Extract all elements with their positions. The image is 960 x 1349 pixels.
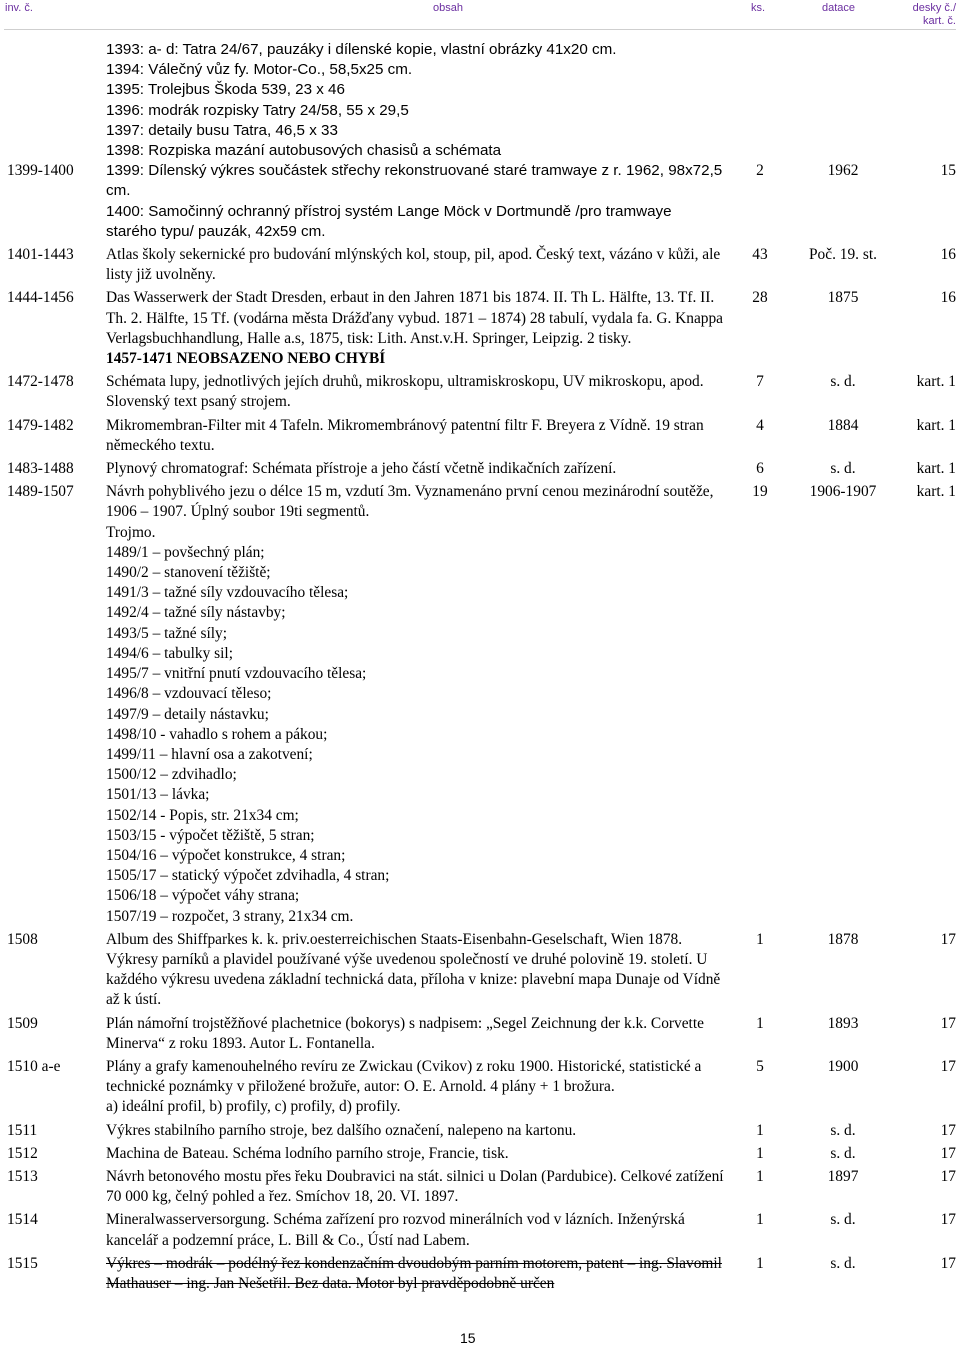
entry-line: 1397: detaily busu Tatra, 46,5 x 33 [106,121,338,139]
entry-line: 1500/12 – zdvihadlo; [106,766,237,784]
entry-ks: 7 [756,373,764,391]
header-divider [4,29,956,30]
entry-desky: kart. 1 [916,416,956,434]
entry-line: 1495/7 – vnitřní pnutí vzdouvacího tělesa; [106,665,367,683]
entry-line: Návrh pohyblivého jezu o délce 15 m, vzdutí 3m. Vyznamenáno první cenou mezinárodní soutěže, 1906 – 1907. Úplný soubor 19ti segmentů. [106,483,714,521]
table-row [0,930,960,1011]
entry-desky: kart. 1 [916,483,956,501]
entry-ks: 43 [752,246,768,264]
page-number: 15 [460,1330,476,1346]
table-row [0,161,960,242]
entry-line: Trojmo. [106,523,156,541]
table-row [0,1057,960,1118]
entry-ks: 6 [756,460,764,478]
entry-line: 1499/11 – hlavní osa a zakotvení; [106,745,313,763]
entry-line: Schémata lupy, jednotlivých jejích druhů, mikroskopu, ultramiskroskopu, UV mikroskopu, apod. Slovenský text psaný strojem. [106,373,704,411]
entry-desky: 17 [940,1057,956,1075]
entry-line: 1503/15 - výpočet těžiště, 5 stran; [106,826,315,844]
entry-datace: 1906-1907 [809,483,877,501]
entry-line: 1504/16 – výpočet konstrukce, 4 stran; [106,846,346,864]
entry-desky: kart. 1 [916,460,956,478]
entry-line: 1490/2 – stanovení těžiště; [106,564,271,582]
entry-inv: 1399-1400 [7,162,74,180]
entry-line: 1398: Rozpiska mazání autobusových chasisů a schémata [106,142,502,160]
entry-line: 1497/9 – detaily nástavku; [106,705,269,723]
entry-datace: s. d. [830,1211,856,1229]
entry-inv: 1508 [7,930,38,948]
entry-inv: 1513 [7,1167,38,1185]
entry-datace: s. d. [830,1144,856,1162]
entry-ks: 4 [756,416,764,434]
entry-datace: 1893 [827,1014,859,1032]
entry-desky: 16 [940,246,956,264]
entry-line: Plynový chromatograf: Schémata přístroje a jeho částí včetně indikačních zařízení. [106,460,617,478]
header-obsah: obsah [433,2,463,14]
column-header [0,0,960,28]
entry-datace: s. d. [830,373,856,391]
entry-desky: 16 [940,289,956,307]
table-row [0,1014,960,1054]
entry-line: 1399: Dílenský výkres součástek střechy rekonstruované staré tramwaye z r. 1962, 98x72,5 cm. [106,162,723,200]
entry-line: Das Wasserwerk der Stadt Dresden, erbaut in den Jahren 1871 bis 1874. II. Th L. Hälfte, 13. Tf. II. Th. 2. Hälfte, 15 Tf. (vodárna města Drážďany vybud. 1871 – 1874) 28 tabulí, vydala fa. G. Knappa Verlagsbuchhandlung, Halle a.s, 1875, tisk: Lith. Anst.v.H. Springer, Leipzig. 2 tisky. [106,289,724,347]
entry-datace: s. d. [830,1121,856,1139]
entry-datace: 1897 [827,1167,859,1185]
entry-line: 1400: Samočinný ochranný přístroj systém Lange Möck v Dortmundě /pro tramwaye starého typu/ pauzák, 42x59 cm. [106,202,672,240]
table-row [0,349,960,369]
catalog-entries [0,40,960,1294]
entry-inv: 1512 [7,1144,38,1162]
missing-range-note: 1457-1471 NEOBSAZENO NEBO CHYBÍ [106,350,386,368]
table-row [0,1210,960,1250]
entry-ks: 19 [752,483,768,501]
entry-line: Plán námořní trojstěžňové plachetnice (bokorys) s nadpisem: „Segel Zeichnung der k.k. Corvette Minerva“ z roku 1893. Autor L. Fontanella. [106,1014,704,1052]
entry-inv: 1515 [7,1254,38,1272]
entry-datace: 1962 [827,162,859,180]
table-row [0,245,960,285]
entry-inv: 1444-1456 [7,289,74,307]
header-desky: desky č./ kart. č. [912,2,956,27]
entry-line: a) ideální profil, b) profily, c) profily, d) profily. [106,1098,401,1116]
entry-line: 1496/8 – vzdouvací těleso; [106,685,272,703]
entry-inv: 1483-1488 [7,460,74,478]
header-ks: ks. [751,2,766,14]
table-row [0,372,960,412]
entry-line: 1498/10 - vahadlo s rohem a pákou; [106,725,328,743]
table-row-struck [0,1254,960,1294]
entry-datace: s. d. [830,460,856,478]
entry-inv: 1511 [7,1121,38,1139]
entry-line: Mikromembran-Filter mit 4 Tafeln. Mikromembránový patentní filtr F. Breyera z Vídně. 19 stran německého textu. [106,416,704,454]
table-row [0,1167,960,1207]
entry-line: Atlas školy sekernické pro budování mlýnských kol, stoup, pil, apod. Český text, vázáno v kůži, ale listy již uvolněny. [106,246,721,284]
header-datace: datace [822,2,856,14]
entry-inv: 1509 [7,1014,38,1032]
entry-line: 1489/1 – povšechný plán; [106,543,265,561]
entry-line: Návrh betonového mostu přes řeku Doubravici na stát. silnici u Dolan (Pardubice). Celkové zatížení 70 000 kg, čelný pohled a řez. Smíchov 18, 20. VI. 1897. [106,1167,724,1206]
entry-line: 1507/19 – rozpočet, 3 strany, 21x34 cm. [106,907,354,925]
entry-datace: 1900 [827,1057,859,1075]
entry-line: 1501/13 – lávka; [106,786,210,804]
entry-ks: 1 [756,1014,764,1032]
table-row [0,1144,960,1164]
table-row [0,1121,960,1141]
entry-datace: s. d. [830,1254,856,1272]
entry-line: 1494/6 – tabulky sil; [106,644,233,662]
entry-line: 1492/4 – tažné síly nástavby; [106,604,286,622]
table-row [0,416,960,456]
table-row [0,288,960,349]
entry-inv: 1510 a-e [7,1057,61,1075]
entry-line: 1506/18 – výpočet váhy strana; [106,887,300,905]
entry-desky: 17 [940,1211,956,1229]
entry-ks: 1 [756,1121,764,1139]
table-row [0,482,960,926]
entry-inv: 1479-1482 [7,416,74,434]
entry-ks: 28 [752,289,768,307]
entry-line: 1491/3 – tažné síly vzdouvacího tělesa; [106,584,349,602]
entry-datace: 1878 [827,930,859,948]
entry-desky: 15 [940,162,956,180]
entry-ks: 1 [756,1167,764,1185]
entry-line: Album des Shiffparkes k. k. priv.oesterreichischen Staats-Eisenbahn-Geselschaft, Wien 1878. Výkresy parníků a plavidel používané výše uvedenou společností ve druhé polovině 19. století. U každého výkresu uvedena základní technická data, příloha v knize: plavební mapa Dunaje od Vídně až k ústí. [106,930,721,1009]
entry-ks: 1 [756,1254,764,1272]
entry-ks: 1 [756,930,764,948]
entry-inv: 1489-1507 [7,483,74,501]
entry-ks: 2 [756,162,764,180]
entry-line: Výkres – modrák – podélný řez kondenzačním dvoudobým parním motorem, patent – ing. Slavomil Mathauser – ing. Jan Nešetřil. Bez data. Motor byl pravděpodobně určen [106,1254,722,1292]
table-row [0,40,960,161]
entry-line: 1502/14 - Popis, str. 21x34 cm; [106,806,299,824]
entry-datace: 1884 [827,416,859,434]
entry-line: Mineralwasserversorgung. Schéma zařízení pro rozvod minerálních vod v lázních. Inženýrská kancelář a podzemní práce, L. Bill & Co., Ústí nad Labem. [106,1211,685,1249]
entry-line: 1394: Válečný vůz fy. Motor-Co., 58,5x25 cm. [106,61,413,79]
entry-desky: 17 [940,1144,956,1162]
entry-line: 1396: modrák rozpisky Tatry 24/58, 55 x 29,5 [106,101,409,119]
entry-desky: 17 [940,930,956,948]
entry-line: Plány a grafy kamenouhelného revíru ze Zwickau (Cvikov) z roku 1900. Historické, statistické a technické poznámky v přiložené brožuře, autor: O. E. Arnold. 4 plány + 1 brožura. [106,1057,702,1096]
entry-line: 1393: a- d: Tatra 24/67, pauzáky i dílenské kopie, vlastní obrázky 41x20 cm. [106,41,617,58]
entry-desky: 17 [940,1167,956,1185]
entry-inv: 1514 [7,1211,38,1229]
entry-desky: 17 [940,1121,956,1139]
entry-ks: 5 [756,1057,764,1075]
entry-desky: kart. 1 [916,373,956,391]
header-inv: inv. č. [5,2,33,14]
entry-line: Machina de Bateau. Schéma lodního parního stroje, Francie, tisk. [106,1144,509,1162]
entry-line: Výkres stabilního parního stroje, bez dalšího označení, nalepeno na kartonu. [106,1121,577,1139]
entry-ks: 1 [756,1144,764,1162]
entry-datace: Poč. 19. st. [809,246,877,264]
entry-inv: 1401-1443 [7,246,74,264]
entry-desky: 17 [940,1254,956,1272]
entry-line: 1505/17 – statický výpočet zdvihadla, 4 stran; [106,867,390,885]
entry-line: 1395: Trolejbus Škoda 539, 23 x 46 [106,81,345,99]
entry-datace: 1875 [827,289,859,307]
entry-inv: 1472-1478 [7,373,74,391]
entry-desky: 17 [940,1014,956,1032]
entry-ks: 1 [756,1211,764,1229]
table-row [0,459,960,479]
entry-line: 1493/5 – tažné síly; [106,624,227,642]
